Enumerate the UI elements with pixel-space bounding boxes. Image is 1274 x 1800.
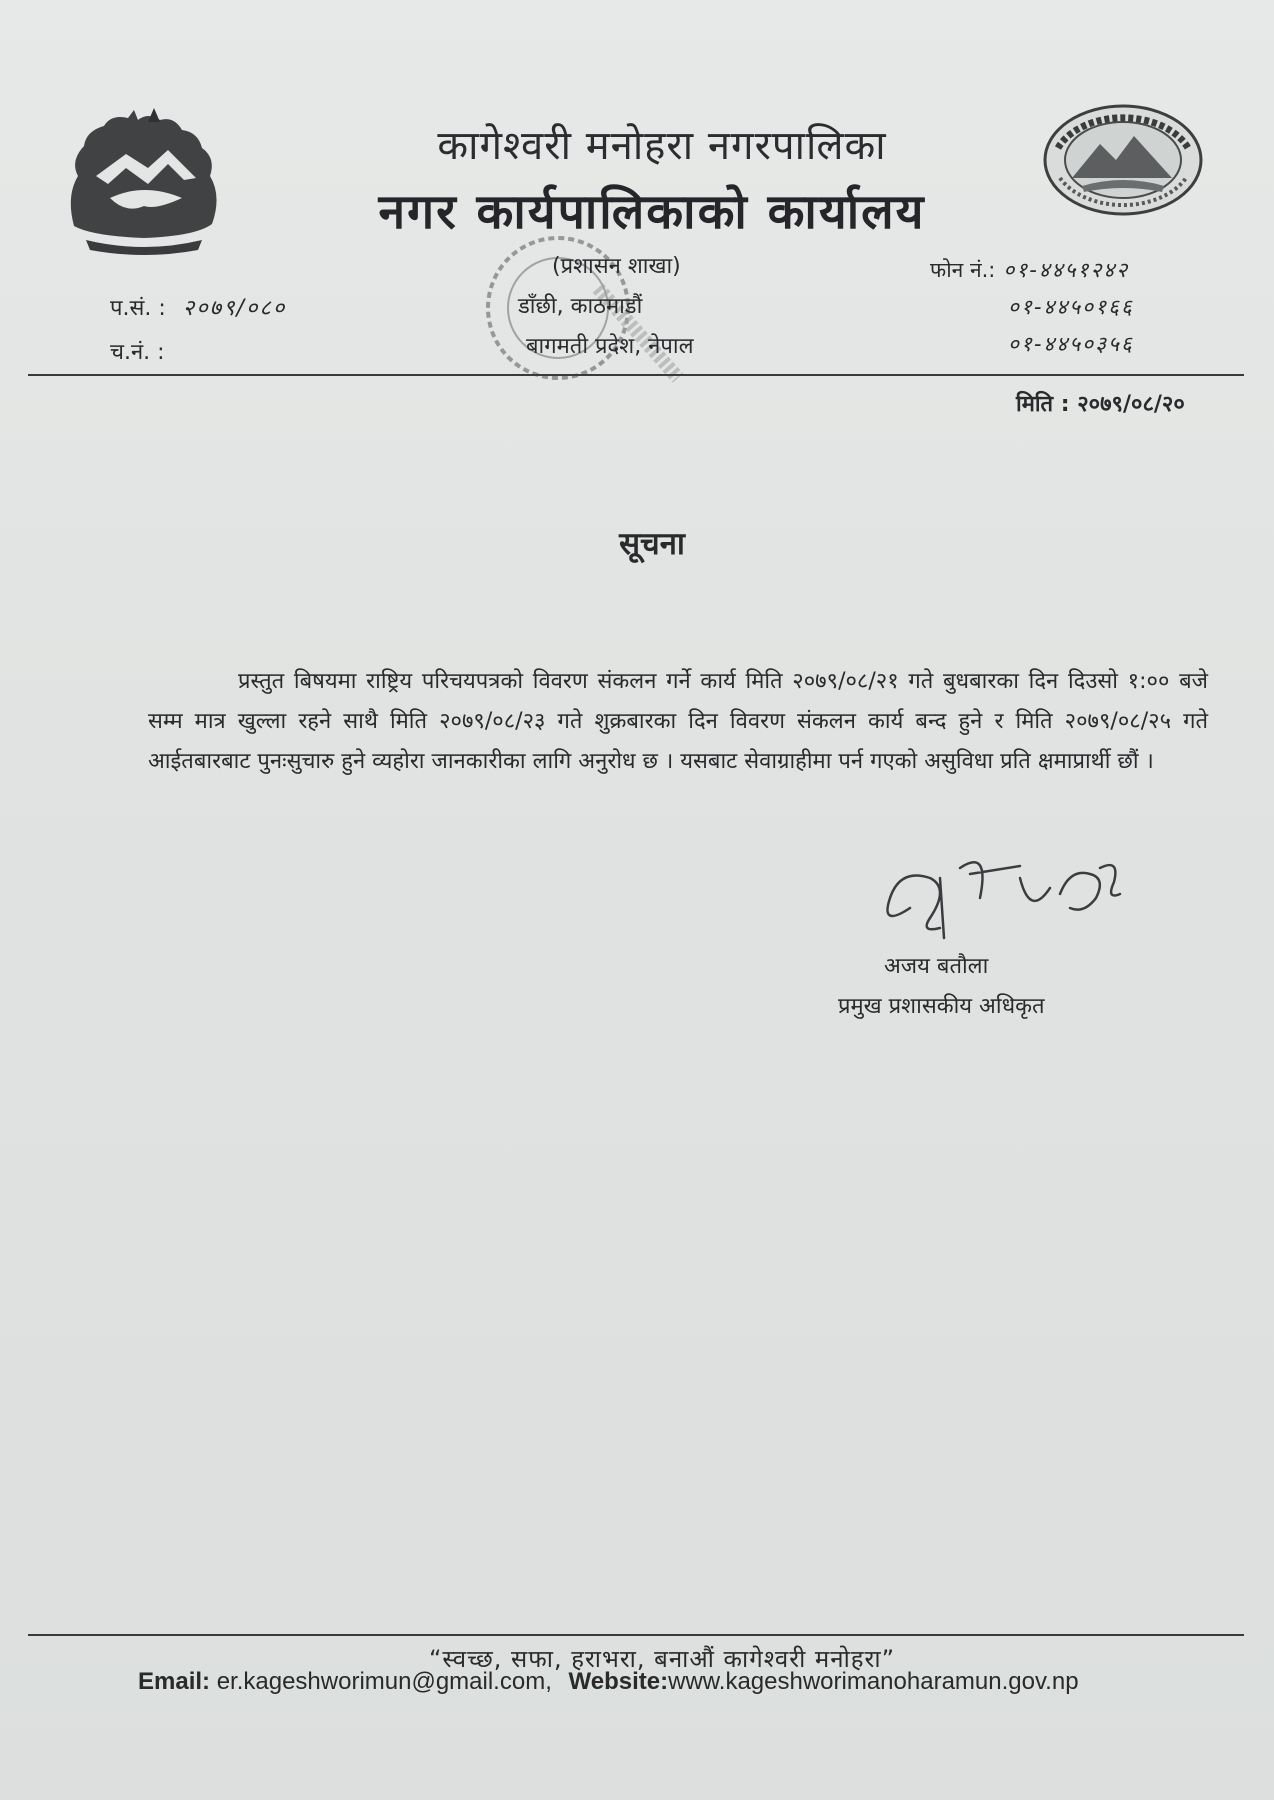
- phone-label: फोन नं.:: [930, 258, 996, 282]
- email-address[interactable]: er.kageshworimun@gmail.com,: [216, 1668, 552, 1695]
- notice-title: सूचना: [619, 526, 685, 562]
- footer-divider: [28, 1634, 1244, 1636]
- header-divider: [28, 374, 1244, 376]
- email-label: Email:: [138, 1668, 211, 1695]
- reference-value: २०७९/०८०: [182, 296, 287, 321]
- handwritten-signature: [870, 838, 1130, 958]
- address-line-2: बागमती प्रदेश, नेपाल: [526, 334, 694, 359]
- footer-slogan: “स्वच्छ, सफा, हराभरा, बनाऔं कागेश्वरी मनोहरा”: [428, 1645, 896, 1673]
- reference-label: प.सं. :: [110, 296, 166, 321]
- notice-date: मिति : २०७९/०८/२०: [1016, 392, 1185, 417]
- dispatch-number-label: च.नं. :: [110, 340, 165, 365]
- phone-number-3: ०१-४४५०३५६: [1008, 332, 1134, 356]
- phone-number-2: ०१-४४५०१६६: [1008, 295, 1134, 319]
- signatory-title: प्रमुख प्रशासकीय अधिकृत: [838, 994, 1045, 1019]
- phone-block: [930, 252, 1134, 363]
- footer-contact: [138, 1668, 1079, 1696]
- municipality-name: कागेश्वरी मनोहरा नगरपालिका: [437, 123, 887, 169]
- website-url[interactable]: www.kageshworimanoharamun.gov.np: [668, 1668, 1079, 1695]
- reference-number: [110, 292, 286, 322]
- website-label: Website:: [568, 1668, 669, 1695]
- address-line-1: डाँछी, काठमाडौं: [518, 294, 643, 319]
- office-name: नगर कार्यपालिकाको कार्यालय: [378, 184, 926, 240]
- phone-number-1: ०१-४४५१२४२: [1003, 258, 1130, 282]
- notice-body: प्रस्तुत बिषयमा राष्ट्रिय परिचयपत्रको विवरण संकलन गर्ने कार्य मिति २०७९/०८/२१ गते बुधबारका दिन दिउसो १:०० बजे सम्म मात्र खुल्ला रहने साथै मिति २०७९/०८/२३ गते शुक्रबारका दिन विवरण संकलन कार्य बन्द हुने र मिति २०७९/०८/२५ गते आईतबारबाट पुनःसुचारु हुने व्यहोरा जानकारीका लागि अनुरोध छ । यसबाट सेवाग्राहीमा पर्न गएको असुविधा प्रति क्षमाप्रार्थी छौं ।: [148, 669, 1209, 774]
- branch-name: (प्रशासन शाखा): [552, 254, 681, 279]
- signatory-name: अजय बतौला: [884, 954, 989, 979]
